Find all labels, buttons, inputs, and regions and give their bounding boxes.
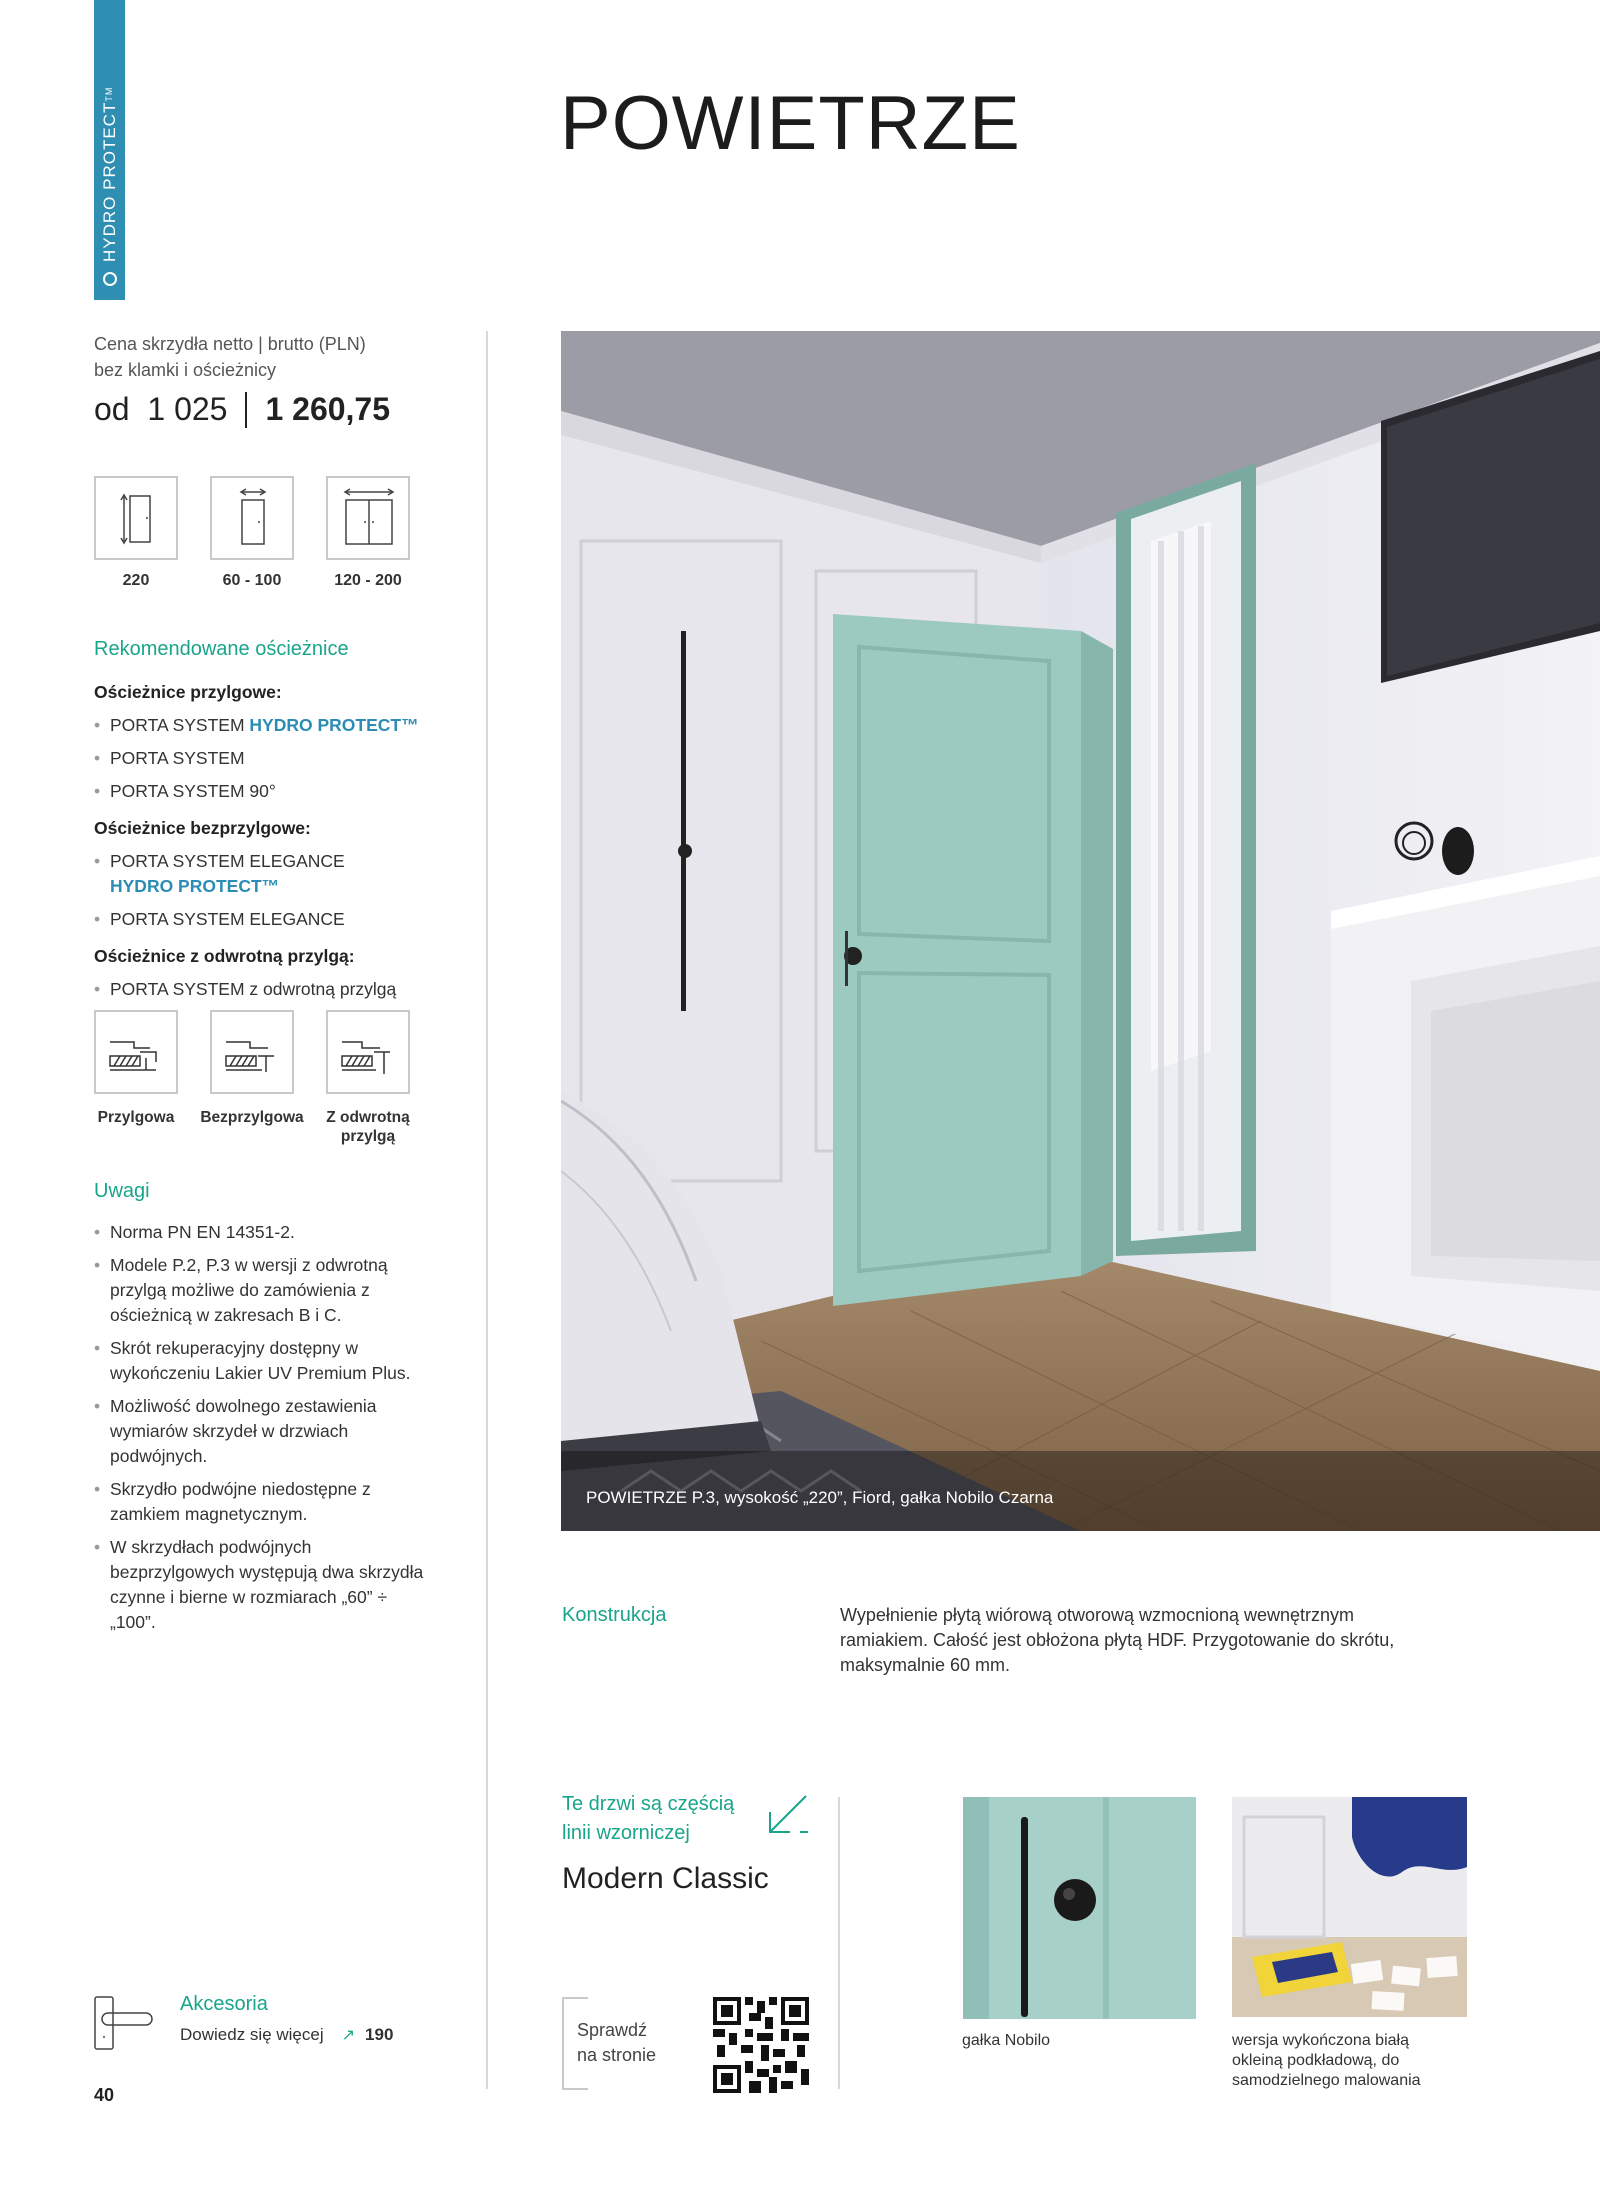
- door-height-icon: [94, 476, 178, 560]
- list-item: • PORTA SYSTEM z odwrotną przylgą: [94, 977, 454, 1002]
- paint-thumbnail: [1232, 1797, 1467, 2017]
- double-door-width-icon: [326, 476, 410, 560]
- frames-list: Ościeżnice przylgowe: • PORTA SYSTEM HYDRO PROTECT™ • PORTA SYSTEM • PORTA SYSTEM 90° Ościeżnice bezprzylgowe: • PORTA SYSTEM ELEGANCE HYDRO PROTECT™ • PORTA SYSTEM ELEGANCE Ościeżnice z odwrotną przylgą: • PORTA SYSTEM z odwrotną przylgą: [94, 680, 454, 1002]
- reverse-rebate-frame-icon: [326, 1010, 410, 1094]
- accessories-heading: Akcesoria: [180, 1993, 268, 2015]
- accessories-link[interactable]: Dowiedz się więcej ↗ 190: [180, 2025, 394, 2044]
- list-item: • Skrót rekuperacyjny dostępny w wykończeniu Lakier UV Premium Plus.: [94, 1336, 434, 1386]
- frame-type-label: Z odwrotną przylgą: [326, 1109, 410, 1145]
- frames-heading: Rekomendowane ościeżnice: [94, 638, 349, 660]
- construction-text: Wypełnienie płytą wiórową otworową wzmocnioną wewnętrznym ramiakiem. Całość jest obłożona płytą HDF. Przygotowanie do skrótu, maksymalnie 60 mm.: [840, 1605, 1395, 1675]
- list-item: • Skrzydło podwójne niedostępne z zamkiem magnetycznym.: [94, 1477, 434, 1527]
- dimension-label: 220: [122, 572, 150, 589]
- dimension-label: 60 - 100: [222, 572, 282, 589]
- flush-frame-icon: [210, 1010, 294, 1094]
- arrow-up-right-icon: ↗: [341, 2027, 356, 2044]
- list-item: • W skrzydłach podwójnych bezprzylgowych występują dwa skrzydła czynne i bierne w rozmiarach „60” ÷ „100”.: [94, 1535, 434, 1635]
- price-label: Cena skrzydła netto | brutto (PLN) bez klamki i ościeżnicy: [94, 334, 366, 380]
- thumbnail-caption: gałka Nobilo: [962, 2032, 1051, 2049]
- hydro-protect-tab-label: HYDRO PROTECT TM: [94, 0, 125, 300]
- design-line-divider: [838, 1797, 840, 2089]
- page-number: 40: [94, 2085, 115, 2105]
- frame-type-label: Bezprzylgowa: [200, 1109, 304, 1126]
- qr-code[interactable]: [713, 1997, 809, 2098]
- thumbnail-caption: wersja wykończona białą okleiną podkładową, do samodzielnego malowania: [1232, 2032, 1421, 2089]
- price-net: 1 025: [147, 391, 228, 427]
- single-door-width-icon: [210, 476, 294, 560]
- list-item: • Norma PN EN 14351-2.: [94, 1220, 434, 1245]
- price-gross: 1 260,75: [265, 391, 391, 427]
- door-handle-icon: [94, 1995, 154, 2056]
- list-item: • PORTA SYSTEM ELEGANCE: [94, 907, 454, 932]
- list-item: • PORTA SYSTEM ELEGANCE HYDRO PROTECT™: [94, 849, 454, 899]
- dimension-label: 120 - 200: [334, 572, 402, 589]
- list-item: • Możliwość dowolnego zestawienia wymiarów skrzydeł w drzwiach podwójnych.: [94, 1394, 434, 1469]
- arrow-down-left-icon: [766, 1792, 810, 1841]
- list-item: • PORTA SYSTEM: [94, 746, 454, 771]
- frame-type-label: Przylgowa: [97, 1109, 175, 1126]
- rebated-frame-icon: [94, 1010, 178, 1094]
- hydro-protect-tab: [94, 0, 125, 300]
- column-divider: [486, 331, 488, 2089]
- knob-thumbnail: [963, 1797, 1196, 2019]
- check-online-label: Sprawdź na stronie: [577, 2020, 657, 2065]
- list-item: • Modele P.2, P.3 w wersji z odwrotną przylgą możliwe do zamówienia z ościeżnicą w zakresach B i C.: [94, 1253, 434, 1328]
- price-separator: [245, 392, 247, 428]
- water-drop-icon: [103, 272, 117, 286]
- list-item: • PORTA SYSTEM HYDRO PROTECT™: [94, 713, 454, 738]
- page-reference: 190: [365, 2025, 394, 2044]
- construction-heading: Konstrukcja: [562, 1604, 667, 1626]
- price-value: od 1 025 1 260,75: [94, 391, 391, 427]
- page-title: POWIETRZE: [560, 81, 1021, 166]
- design-line-name: Modern Classic: [562, 1862, 769, 1895]
- interior-photo: [561, 331, 1600, 1531]
- design-line-label: Te drzwi są częścią linii wzorniczej: [562, 1793, 735, 1844]
- photo-caption: POWIETRZE P.3, wysokość „220”, Fiord, gałka Nobilo Czarna: [586, 1488, 1054, 1507]
- notes-list: [94, 1220, 434, 1643]
- notes-heading: Uwagi: [94, 1180, 150, 1202]
- list-item: • PORTA SYSTEM 90°: [94, 779, 454, 804]
